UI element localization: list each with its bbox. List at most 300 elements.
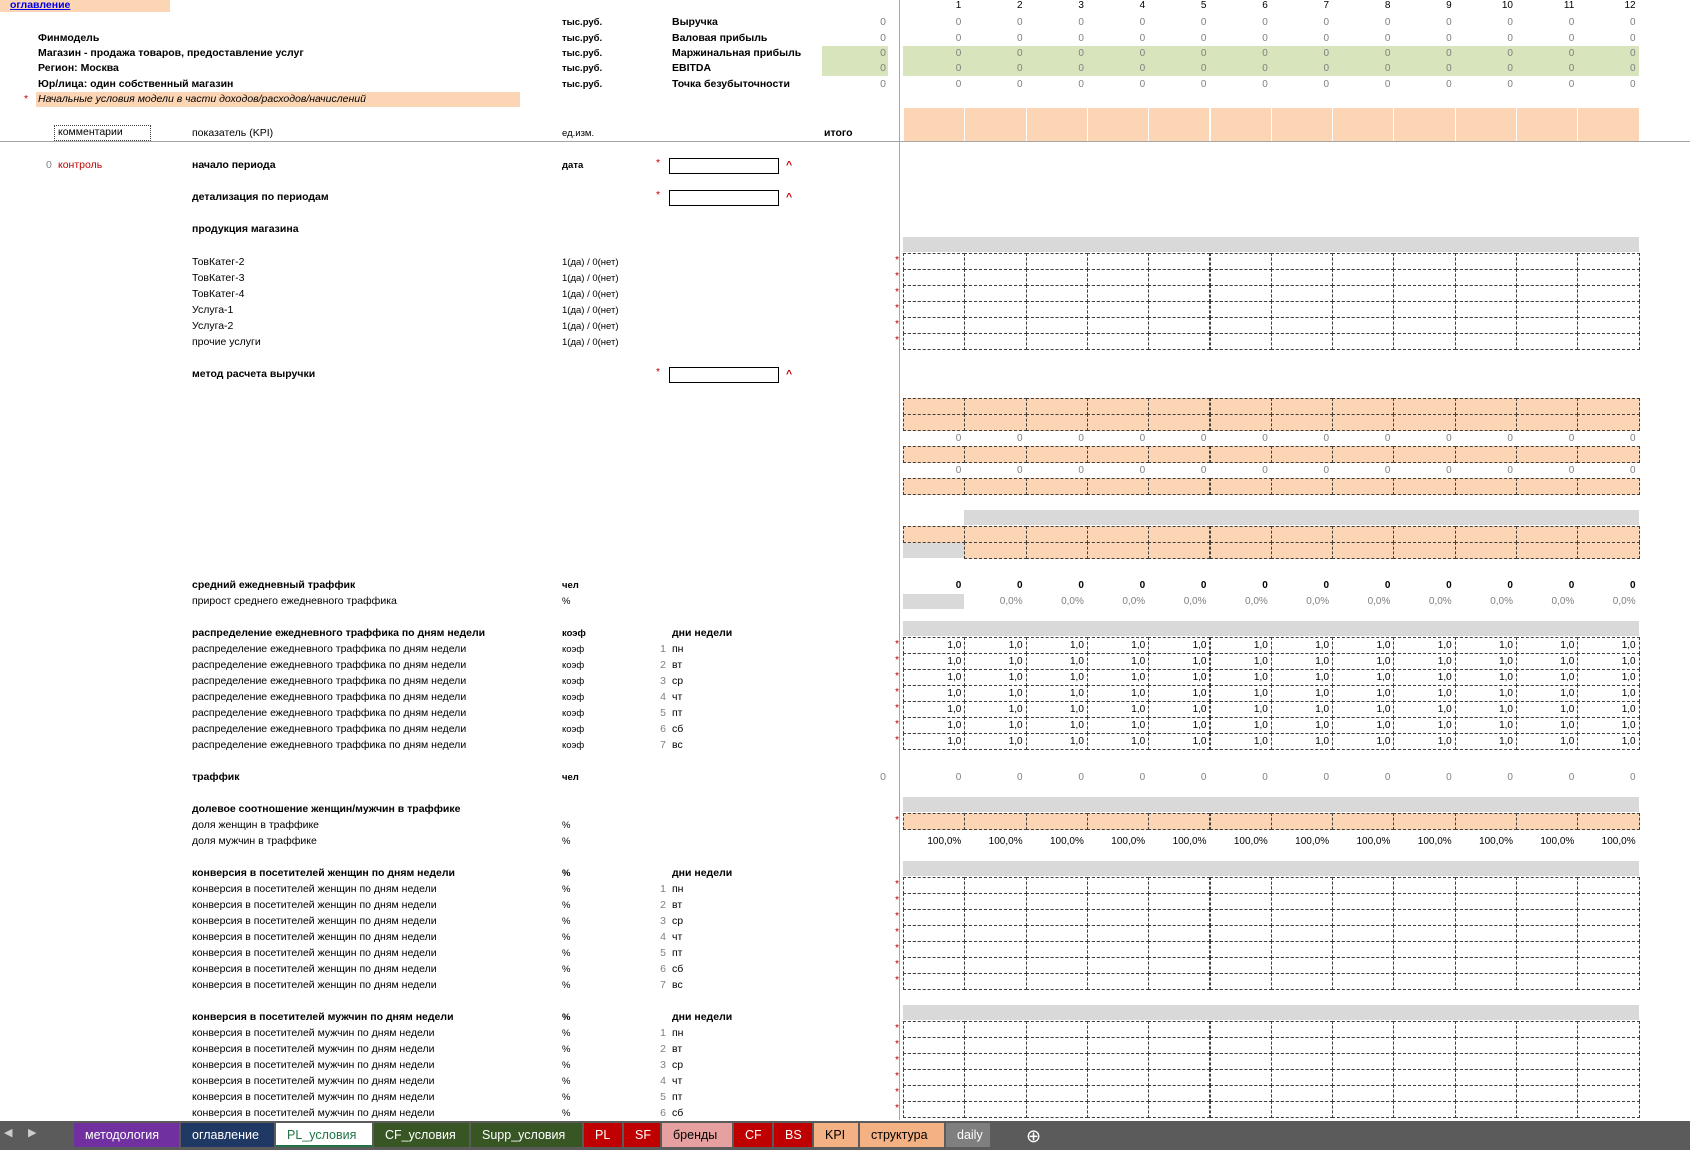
- revenue-input-cell[interactable]: [1455, 446, 1517, 463]
- product-flag-cell[interactable]: [964, 301, 1026, 318]
- women-conversion-cell[interactable]: [1087, 893, 1149, 910]
- men-conversion-cell[interactable]: [1087, 1101, 1149, 1118]
- men-conversion-cell[interactable]: [964, 1101, 1026, 1118]
- tab-next-arrow[interactable]: ▶: [28, 1127, 37, 1139]
- product-flag-cell[interactable]: [1271, 285, 1333, 302]
- product-flag-cell[interactable]: [1210, 269, 1272, 286]
- product-flag-cell[interactable]: [1516, 269, 1578, 286]
- women-conversion-cell[interactable]: [1455, 941, 1517, 958]
- women-conversion-cell[interactable]: [1393, 973, 1455, 990]
- women-conversion-cell[interactable]: [964, 973, 1026, 990]
- men-conversion-cell[interactable]: [1577, 1021, 1639, 1038]
- product-flag-cell[interactable]: [1455, 333, 1517, 350]
- women-conversion-cell[interactable]: [1148, 877, 1210, 894]
- men-conversion-cell[interactable]: [1148, 1037, 1210, 1054]
- women-conversion-cell[interactable]: [1516, 973, 1578, 990]
- revenue-input-cell[interactable]: [964, 414, 1026, 431]
- revenue-input-cell[interactable]: [1148, 478, 1210, 495]
- women-conversion-cell[interactable]: [1516, 893, 1578, 910]
- revenue-input-cell[interactable]: [1148, 526, 1210, 543]
- revenue-input-cell[interactable]: [903, 526, 965, 543]
- product-flag-cell[interactable]: [1210, 333, 1272, 350]
- revenue-input-cell[interactable]: [1087, 414, 1149, 431]
- product-flag-cell[interactable]: [903, 285, 965, 302]
- women-conversion-cell[interactable]: [1516, 925, 1578, 942]
- product-flag-cell[interactable]: [1332, 269, 1394, 286]
- women-share-cell[interactable]: [1332, 813, 1394, 830]
- sheet-tab[interactable]: методология: [74, 1123, 179, 1147]
- men-conversion-cell[interactable]: [1393, 1053, 1455, 1070]
- women-conversion-cell[interactable]: [1026, 941, 1088, 958]
- product-flag-cell[interactable]: [964, 269, 1026, 286]
- revenue-input-cell[interactable]: [1210, 526, 1272, 543]
- product-flag-cell[interactable]: [1577, 333, 1639, 350]
- men-conversion-cell[interactable]: [1210, 1085, 1272, 1102]
- women-share-cell[interactable]: [1577, 813, 1639, 830]
- men-conversion-cell[interactable]: [1087, 1037, 1149, 1054]
- revenue-input-cell[interactable]: [1516, 542, 1578, 559]
- product-flag-cell[interactable]: [1455, 253, 1517, 270]
- add-sheet-icon[interactable]: ⊕: [1026, 1126, 1042, 1146]
- women-conversion-cell[interactable]: [1087, 973, 1149, 990]
- women-conversion-cell[interactable]: [1577, 957, 1639, 974]
- sheet-tab[interactable]: BS: [774, 1123, 812, 1147]
- revenue-input-cell[interactable]: [1455, 398, 1517, 415]
- revenue-input-cell[interactable]: [1332, 414, 1394, 431]
- women-conversion-cell[interactable]: [903, 973, 965, 990]
- women-conversion-cell[interactable]: [1393, 941, 1455, 958]
- product-flag-cell[interactable]: [1087, 317, 1149, 334]
- men-conversion-cell[interactable]: [1087, 1053, 1149, 1070]
- revenue-input-cell[interactable]: [1577, 446, 1639, 463]
- revenue-input-cell[interactable]: [1393, 542, 1455, 559]
- women-conversion-cell[interactable]: [1393, 925, 1455, 942]
- revenue-input-cell[interactable]: [1393, 478, 1455, 495]
- revenue-input-cell[interactable]: [1393, 414, 1455, 431]
- product-flag-cell[interactable]: [1271, 269, 1333, 286]
- women-conversion-cell[interactable]: [964, 877, 1026, 894]
- product-flag-cell[interactable]: [1026, 253, 1088, 270]
- product-flag-cell[interactable]: [1026, 301, 1088, 318]
- women-conversion-cell[interactable]: [1332, 909, 1394, 926]
- women-conversion-cell[interactable]: [1148, 973, 1210, 990]
- product-flag-cell[interactable]: [1087, 301, 1149, 318]
- women-conversion-cell[interactable]: [1332, 893, 1394, 910]
- product-flag-cell[interactable]: [1026, 333, 1088, 350]
- men-conversion-cell[interactable]: [1332, 1053, 1394, 1070]
- revenue-input-cell[interactable]: [1332, 446, 1394, 463]
- product-flag-cell[interactable]: [1393, 317, 1455, 334]
- women-conversion-cell[interactable]: [1577, 877, 1639, 894]
- women-conversion-cell[interactable]: [1087, 909, 1149, 926]
- women-conversion-cell[interactable]: [1393, 957, 1455, 974]
- revenue-input-cell[interactable]: [903, 398, 965, 415]
- product-flag-cell[interactable]: [1271, 317, 1333, 334]
- revenue-input-cell[interactable]: [964, 446, 1026, 463]
- men-conversion-cell[interactable]: [1516, 1069, 1578, 1086]
- women-conversion-cell[interactable]: [1271, 877, 1333, 894]
- toc-link[interactable]: оглавление: [10, 0, 71, 11]
- women-conversion-cell[interactable]: [1577, 973, 1639, 990]
- product-flag-cell[interactable]: [1271, 253, 1333, 270]
- women-share-cell[interactable]: [903, 813, 965, 830]
- revenue-input-cell[interactable]: [1516, 446, 1578, 463]
- women-share-cell[interactable]: [1393, 813, 1455, 830]
- product-flag-cell[interactable]: [903, 301, 965, 318]
- product-flag-cell[interactable]: [1332, 317, 1394, 334]
- men-conversion-cell[interactable]: [1455, 1101, 1517, 1118]
- revenue-input-cell[interactable]: [1210, 398, 1272, 415]
- product-flag-cell[interactable]: [1210, 301, 1272, 318]
- women-conversion-cell[interactable]: [1577, 893, 1639, 910]
- revenue-input-cell[interactable]: [1455, 542, 1517, 559]
- product-flag-cell[interactable]: [1516, 285, 1578, 302]
- product-flag-cell[interactable]: [964, 317, 1026, 334]
- product-flag-cell[interactable]: [1087, 285, 1149, 302]
- revenue-input-cell[interactable]: [1026, 478, 1088, 495]
- revenue-input-cell[interactable]: [1148, 542, 1210, 559]
- women-conversion-cell[interactable]: [1393, 909, 1455, 926]
- men-conversion-cell[interactable]: [1087, 1069, 1149, 1086]
- women-share-cell[interactable]: [1516, 813, 1578, 830]
- revenue-input-cell[interactable]: [1087, 446, 1149, 463]
- revenue-input-cell[interactable]: [1026, 414, 1088, 431]
- men-conversion-cell[interactable]: [1026, 1069, 1088, 1086]
- women-conversion-cell[interactable]: [1271, 941, 1333, 958]
- men-conversion-cell[interactable]: [1087, 1085, 1149, 1102]
- revenue-input-cell[interactable]: [1577, 478, 1639, 495]
- men-conversion-cell[interactable]: [1516, 1053, 1578, 1070]
- product-flag-cell[interactable]: [1577, 269, 1639, 286]
- revenue-input-cell[interactable]: [1577, 398, 1639, 415]
- women-conversion-cell[interactable]: [903, 925, 965, 942]
- women-conversion-cell[interactable]: [1455, 973, 1517, 990]
- product-flag-cell[interactable]: [1455, 317, 1517, 334]
- men-conversion-cell[interactable]: [1026, 1101, 1088, 1118]
- women-conversion-cell[interactable]: [1210, 957, 1272, 974]
- revenue-input-cell[interactable]: [1271, 414, 1333, 431]
- women-conversion-cell[interactable]: [1577, 909, 1639, 926]
- product-flag-cell[interactable]: [1577, 285, 1639, 302]
- women-share-cell[interactable]: [1148, 813, 1210, 830]
- product-flag-cell[interactable]: [903, 269, 965, 286]
- revenue-input-cell[interactable]: [1210, 478, 1272, 495]
- men-conversion-cell[interactable]: [1455, 1085, 1517, 1102]
- revenue-input-cell[interactable]: [1148, 414, 1210, 431]
- women-conversion-cell[interactable]: [964, 909, 1026, 926]
- women-conversion-cell[interactable]: [1393, 893, 1455, 910]
- product-flag-cell[interactable]: [1516, 301, 1578, 318]
- revenue-input-cell[interactable]: [964, 398, 1026, 415]
- product-flag-cell[interactable]: [1210, 317, 1272, 334]
- women-conversion-cell[interactable]: [1516, 877, 1578, 894]
- men-conversion-cell[interactable]: [1577, 1069, 1639, 1086]
- revenue-input-cell[interactable]: [1516, 526, 1578, 543]
- revenue-input-cell[interactable]: [903, 414, 965, 431]
- revenue-input-cell[interactable]: [1516, 398, 1578, 415]
- women-conversion-cell[interactable]: [1332, 957, 1394, 974]
- men-conversion-cell[interactable]: [1455, 1021, 1517, 1038]
- men-conversion-cell[interactable]: [1271, 1021, 1333, 1038]
- women-conversion-cell[interactable]: [1148, 925, 1210, 942]
- women-conversion-cell[interactable]: [903, 893, 965, 910]
- men-conversion-cell[interactable]: [1455, 1053, 1517, 1070]
- product-flag-cell[interactable]: [1148, 285, 1210, 302]
- sheet-tab[interactable]: CF_условия: [374, 1123, 469, 1147]
- product-flag-cell[interactable]: [964, 253, 1026, 270]
- men-conversion-cell[interactable]: [964, 1021, 1026, 1038]
- sheet-tab[interactable]: PL: [584, 1123, 622, 1147]
- men-conversion-cell[interactable]: [1271, 1037, 1333, 1054]
- men-conversion-cell[interactable]: [1577, 1101, 1639, 1118]
- product-flag-cell[interactable]: [1210, 253, 1272, 270]
- men-conversion-cell[interactable]: [1210, 1053, 1272, 1070]
- revenue-input-cell[interactable]: [1332, 398, 1394, 415]
- revenue-input-cell[interactable]: [1271, 542, 1333, 559]
- women-conversion-cell[interactable]: [1148, 957, 1210, 974]
- women-conversion-cell[interactable]: [1210, 973, 1272, 990]
- product-flag-cell[interactable]: [1393, 253, 1455, 270]
- women-conversion-cell[interactable]: [1332, 925, 1394, 942]
- product-flag-cell[interactable]: [903, 333, 965, 350]
- women-conversion-cell[interactable]: [964, 957, 1026, 974]
- men-conversion-cell[interactable]: [964, 1053, 1026, 1070]
- women-conversion-cell[interactable]: [1516, 909, 1578, 926]
- product-flag-cell[interactable]: [1393, 301, 1455, 318]
- women-conversion-cell[interactable]: [1087, 941, 1149, 958]
- revenue-input-cell[interactable]: [1393, 526, 1455, 543]
- women-conversion-cell[interactable]: [903, 941, 965, 958]
- women-conversion-cell[interactable]: [964, 893, 1026, 910]
- men-conversion-cell[interactable]: [1577, 1037, 1639, 1054]
- men-conversion-cell[interactable]: [1332, 1069, 1394, 1086]
- revenue-input-cell[interactable]: [1332, 526, 1394, 543]
- men-conversion-cell[interactable]: [903, 1069, 965, 1086]
- men-conversion-cell[interactable]: [1026, 1037, 1088, 1054]
- revenue-input-cell[interactable]: [1026, 542, 1088, 559]
- revenue-input-cell[interactable]: [1577, 542, 1639, 559]
- women-conversion-cell[interactable]: [1271, 909, 1333, 926]
- product-flag-cell[interactable]: [903, 317, 965, 334]
- men-conversion-cell[interactable]: [1271, 1053, 1333, 1070]
- product-flag-cell[interactable]: [1087, 269, 1149, 286]
- men-conversion-cell[interactable]: [1148, 1101, 1210, 1118]
- men-conversion-cell[interactable]: [1332, 1021, 1394, 1038]
- product-flag-cell[interactable]: [1026, 269, 1088, 286]
- men-conversion-cell[interactable]: [1210, 1101, 1272, 1118]
- product-flag-cell[interactable]: [1577, 253, 1639, 270]
- women-conversion-cell[interactable]: [1026, 957, 1088, 974]
- product-flag-cell[interactable]: [1455, 285, 1517, 302]
- sheet-tab[interactable]: PL_условия: [276, 1123, 372, 1147]
- sheet-tab[interactable]: оглавление: [181, 1123, 274, 1147]
- women-conversion-cell[interactable]: [1393, 877, 1455, 894]
- women-conversion-cell[interactable]: [1210, 909, 1272, 926]
- sheet-tab[interactable]: бренды: [662, 1123, 732, 1147]
- men-conversion-cell[interactable]: [1087, 1021, 1149, 1038]
- sheet-tab[interactable]: daily: [946, 1123, 990, 1147]
- men-conversion-cell[interactable]: [1026, 1085, 1088, 1102]
- revenue-input-cell[interactable]: [1026, 526, 1088, 543]
- revenue-input-cell[interactable]: [1577, 526, 1639, 543]
- women-conversion-cell[interactable]: [903, 877, 965, 894]
- product-flag-cell[interactable]: [1148, 253, 1210, 270]
- product-flag-cell[interactable]: [1332, 253, 1394, 270]
- women-conversion-cell[interactable]: [903, 909, 965, 926]
- men-conversion-cell[interactable]: [964, 1069, 1026, 1086]
- men-conversion-cell[interactable]: [1026, 1021, 1088, 1038]
- women-share-cell[interactable]: [1271, 813, 1333, 830]
- men-conversion-cell[interactable]: [903, 1085, 965, 1102]
- sheet-tab[interactable]: структура: [860, 1123, 944, 1147]
- men-conversion-cell[interactable]: [1271, 1101, 1333, 1118]
- revenue-input-cell[interactable]: [1393, 398, 1455, 415]
- women-conversion-cell[interactable]: [1332, 877, 1394, 894]
- revenue-input-cell[interactable]: [903, 478, 965, 495]
- product-flag-cell[interactable]: [1148, 269, 1210, 286]
- women-conversion-cell[interactable]: [1210, 893, 1272, 910]
- revenue-input-cell[interactable]: [1271, 398, 1333, 415]
- women-conversion-cell[interactable]: [964, 941, 1026, 958]
- revenue-input-cell[interactable]: [1332, 478, 1394, 495]
- men-conversion-cell[interactable]: [1332, 1101, 1394, 1118]
- product-flag-cell[interactable]: [1332, 301, 1394, 318]
- women-conversion-cell[interactable]: [1516, 957, 1578, 974]
- product-flag-cell[interactable]: [1516, 333, 1578, 350]
- women-conversion-cell[interactable]: [1148, 941, 1210, 958]
- revenue-input-cell[interactable]: [1087, 478, 1149, 495]
- product-flag-cell[interactable]: [1332, 285, 1394, 302]
- product-flag-cell[interactable]: [903, 253, 965, 270]
- men-conversion-cell[interactable]: [1455, 1037, 1517, 1054]
- women-conversion-cell[interactable]: [1148, 909, 1210, 926]
- product-flag-cell[interactable]: [1455, 301, 1517, 318]
- revenue-input-cell[interactable]: [1577, 414, 1639, 431]
- revenue-input-cell[interactable]: [1455, 526, 1517, 543]
- product-flag-cell[interactable]: [1087, 333, 1149, 350]
- revenue-input-cell[interactable]: [964, 542, 1026, 559]
- product-flag-cell[interactable]: [1271, 301, 1333, 318]
- men-conversion-cell[interactable]: [1455, 1069, 1517, 1086]
- women-conversion-cell[interactable]: [1026, 925, 1088, 942]
- men-conversion-cell[interactable]: [1026, 1053, 1088, 1070]
- men-conversion-cell[interactable]: [903, 1101, 965, 1118]
- men-conversion-cell[interactable]: [1332, 1037, 1394, 1054]
- men-conversion-cell[interactable]: [964, 1037, 1026, 1054]
- revenue-input-cell[interactable]: [1332, 542, 1394, 559]
- revenue-input-cell[interactable]: [1393, 446, 1455, 463]
- women-conversion-cell[interactable]: [1087, 877, 1149, 894]
- revenue-input-cell[interactable]: [1087, 526, 1149, 543]
- men-conversion-cell[interactable]: [1210, 1037, 1272, 1054]
- men-conversion-cell[interactable]: [1271, 1085, 1333, 1102]
- women-conversion-cell[interactable]: [1332, 973, 1394, 990]
- women-conversion-cell[interactable]: [1455, 877, 1517, 894]
- men-conversion-cell[interactable]: [903, 1053, 965, 1070]
- sheet-tab[interactable]: SF: [624, 1123, 660, 1147]
- men-conversion-cell[interactable]: [1516, 1037, 1578, 1054]
- men-conversion-cell[interactable]: [1210, 1021, 1272, 1038]
- men-conversion-cell[interactable]: [1393, 1021, 1455, 1038]
- sheet-tab[interactable]: CF: [734, 1123, 772, 1147]
- product-flag-cell[interactable]: [964, 333, 1026, 350]
- product-flag-cell[interactable]: [1577, 301, 1639, 318]
- product-flag-cell[interactable]: [1516, 253, 1578, 270]
- men-conversion-cell[interactable]: [1577, 1053, 1639, 1070]
- revenue-input-cell[interactable]: [1455, 414, 1517, 431]
- product-flag-cell[interactable]: [964, 285, 1026, 302]
- revenue-input-cell[interactable]: [1026, 446, 1088, 463]
- men-conversion-cell[interactable]: [1271, 1069, 1333, 1086]
- women-conversion-cell[interactable]: [1455, 957, 1517, 974]
- product-flag-cell[interactable]: [1148, 333, 1210, 350]
- men-conversion-cell[interactable]: [1148, 1021, 1210, 1038]
- revenue-input-cell[interactable]: [964, 478, 1026, 495]
- revenue-input-cell[interactable]: [1516, 478, 1578, 495]
- revenue-input-cell[interactable]: [1271, 526, 1333, 543]
- product-flag-cell[interactable]: [1026, 317, 1088, 334]
- men-conversion-cell[interactable]: [1516, 1085, 1578, 1102]
- men-conversion-cell[interactable]: [1393, 1085, 1455, 1102]
- revenue-input-cell[interactable]: [1210, 446, 1272, 463]
- women-conversion-cell[interactable]: [1210, 941, 1272, 958]
- period-detail-input[interactable]: [669, 190, 779, 206]
- women-conversion-cell[interactable]: [903, 957, 965, 974]
- women-conversion-cell[interactable]: [1577, 941, 1639, 958]
- women-conversion-cell[interactable]: [1026, 909, 1088, 926]
- women-share-cell[interactable]: [1210, 813, 1272, 830]
- product-flag-cell[interactable]: [1087, 253, 1149, 270]
- revenue-input-cell[interactable]: [903, 446, 965, 463]
- men-conversion-cell[interactable]: [964, 1085, 1026, 1102]
- revenue-input-cell[interactable]: [964, 526, 1026, 543]
- women-conversion-cell[interactable]: [964, 925, 1026, 942]
- men-conversion-cell[interactable]: [1210, 1069, 1272, 1086]
- women-conversion-cell[interactable]: [1271, 893, 1333, 910]
- product-flag-cell[interactable]: [1455, 269, 1517, 286]
- revenue-input-cell[interactable]: [1148, 398, 1210, 415]
- women-share-cell[interactable]: [964, 813, 1026, 830]
- women-conversion-cell[interactable]: [1455, 925, 1517, 942]
- men-conversion-cell[interactable]: [1148, 1085, 1210, 1102]
- product-flag-cell[interactable]: [1332, 333, 1394, 350]
- revenue-input-cell[interactable]: [1210, 414, 1272, 431]
- women-conversion-cell[interactable]: [1271, 957, 1333, 974]
- women-conversion-cell[interactable]: [1455, 909, 1517, 926]
- product-flag-cell[interactable]: [1393, 285, 1455, 302]
- men-conversion-cell[interactable]: [1393, 1101, 1455, 1118]
- men-conversion-cell[interactable]: [903, 1037, 965, 1054]
- men-conversion-cell[interactable]: [1577, 1085, 1639, 1102]
- women-conversion-cell[interactable]: [1516, 941, 1578, 958]
- women-conversion-cell[interactable]: [1026, 893, 1088, 910]
- product-flag-cell[interactable]: [1271, 333, 1333, 350]
- revenue-input-cell[interactable]: [1087, 398, 1149, 415]
- women-share-cell[interactable]: [1455, 813, 1517, 830]
- revenue-input-cell[interactable]: [1087, 542, 1149, 559]
- revenue-input-cell[interactable]: [1455, 478, 1517, 495]
- revenue-input-cell[interactable]: [1026, 398, 1088, 415]
- women-conversion-cell[interactable]: [1332, 941, 1394, 958]
- men-conversion-cell[interactable]: [1393, 1037, 1455, 1054]
- women-conversion-cell[interactable]: [1210, 925, 1272, 942]
- product-flag-cell[interactable]: [1393, 269, 1455, 286]
- women-conversion-cell[interactable]: [1026, 973, 1088, 990]
- men-conversion-cell[interactable]: [1393, 1069, 1455, 1086]
- men-conversion-cell[interactable]: [1332, 1085, 1394, 1102]
- men-conversion-cell[interactable]: [903, 1021, 965, 1038]
- women-share-cell[interactable]: [1026, 813, 1088, 830]
